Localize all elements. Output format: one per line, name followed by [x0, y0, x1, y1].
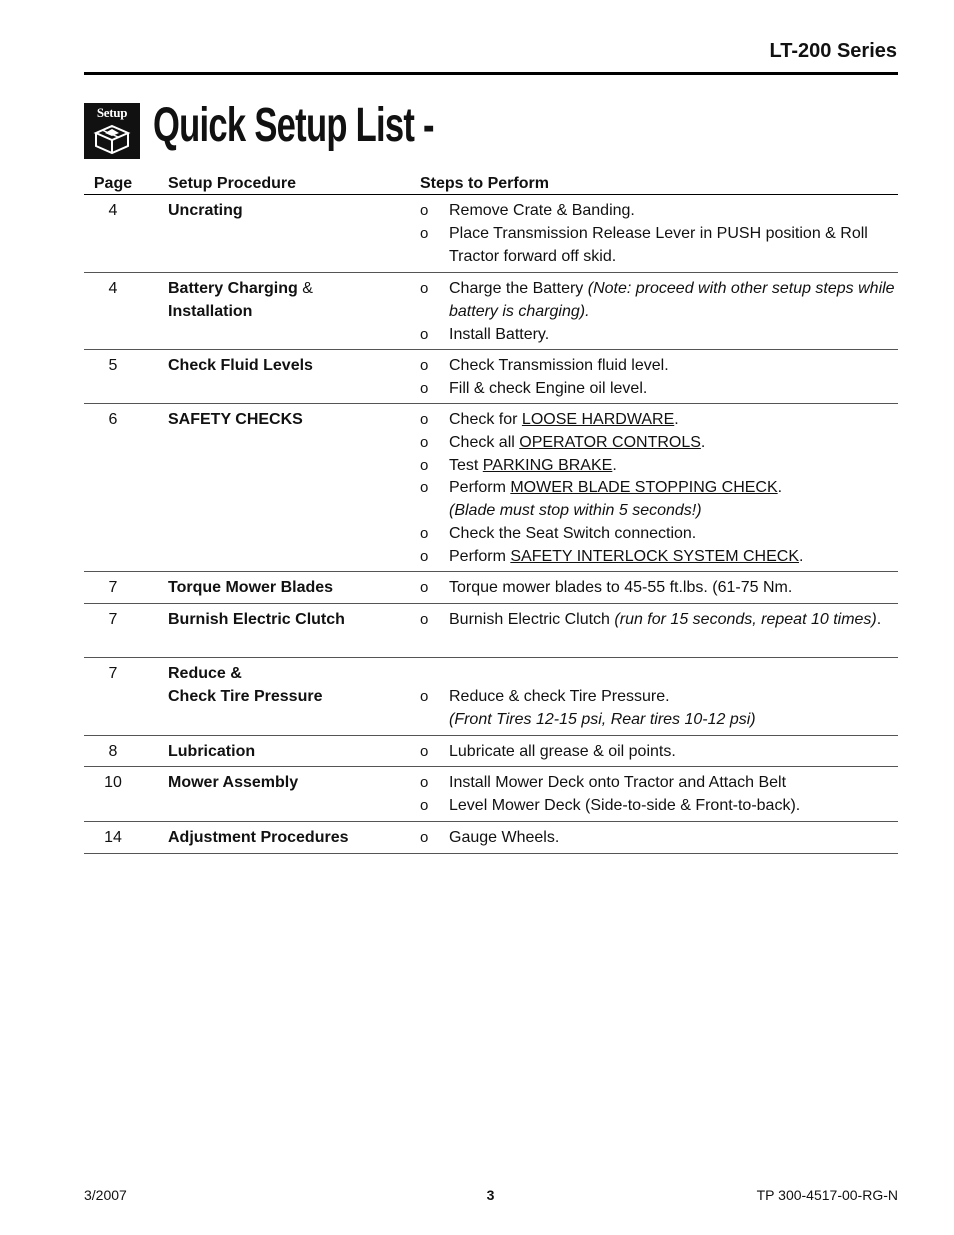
- procedure-amp: &: [297, 280, 313, 297]
- step-text: Place Transmission Release Lever in PUSH position & Roll Tractor forward off skid.: [449, 224, 868, 265]
- list-item: [420, 455, 898, 478]
- steps-list: [420, 200, 898, 268]
- setup-logo: [84, 103, 140, 159]
- list-item: [420, 577, 898, 600]
- box-icon: [92, 122, 132, 156]
- row-divider: [84, 272, 898, 273]
- step-text: Test: [449, 456, 483, 474]
- bullet-icon: o: [420, 743, 429, 760]
- footer-date: 3/2007: [84, 1187, 127, 1203]
- bullet-icon: o: [420, 280, 429, 297]
- steps-list: [420, 609, 898, 632]
- step-text: Install Battery.: [449, 325, 550, 343]
- row-divider: [84, 735, 898, 736]
- bullet-icon: o: [420, 774, 429, 791]
- header-row-rule: [84, 194, 898, 195]
- steps-list: [420, 772, 898, 818]
- step-link: PARKING BRAKE: [482, 456, 613, 474]
- step-text: Check the Seat Switch connection.: [449, 524, 697, 542]
- step-text: Remove Crate & Banding.: [449, 202, 635, 219]
- column-header-page: Page: [93, 175, 133, 192]
- page-ref: 4: [108, 280, 118, 297]
- bullet-icon: o: [420, 325, 429, 343]
- step-text-post: .: [777, 479, 783, 497]
- procedure-name: Adjustment Procedures: [168, 829, 349, 846]
- steps-list: [420, 577, 898, 600]
- row-divider: [84, 657, 898, 658]
- step-text: Install Mower Deck onto Tractor and Attach Belt: [449, 774, 787, 791]
- row-divider: [84, 821, 898, 822]
- header-rule: [84, 72, 898, 75]
- step-text-post: .: [700, 433, 706, 451]
- bullet-icon: o: [420, 579, 429, 596]
- page-title: Quick Setup List -: [153, 99, 434, 152]
- step-text: Fill & check Engine oil level.: [449, 379, 648, 397]
- page-ref: 14: [104, 829, 122, 846]
- step-note: (run for 15 seconds, repeat 10 times): [614, 611, 877, 628]
- steps-list: [420, 409, 898, 569]
- procedure-bold: Battery Charging: [168, 280, 298, 297]
- footer-doc-id: TP 300-4517-00-RG-N: [756, 1187, 898, 1203]
- row-divider: [84, 403, 898, 404]
- step-link: LOOSE HARDWARE: [521, 411, 675, 428]
- list-item: [420, 278, 898, 324]
- step-text: Lubricate all grease & oil points.: [449, 743, 676, 760]
- list-item: [420, 409, 898, 432]
- page-ref: 7: [108, 579, 118, 596]
- page-ref: 7: [108, 611, 118, 628]
- step-link: OPERATOR CONTROLS: [519, 433, 701, 451]
- steps-list: [420, 686, 898, 732]
- procedure-name: Mower Assembly: [168, 774, 299, 791]
- bullet-icon: o: [420, 224, 429, 242]
- list-item: [420, 772, 898, 795]
- page-ref: 6: [108, 411, 118, 428]
- row-divider: [84, 603, 898, 604]
- step-text: Gauge Wheels.: [449, 829, 560, 846]
- list-item: [420, 741, 898, 764]
- setup-logo-text: Setup: [96, 105, 128, 120]
- list-item: [420, 546, 898, 569]
- bullet-icon: o: [420, 796, 429, 814]
- list-item: [420, 523, 898, 546]
- steps-list: [420, 827, 898, 850]
- step-text: Reduce & check Tire Pressure.: [449, 688, 670, 705]
- bullet-icon: o: [420, 479, 429, 497]
- steps-list: [420, 741, 898, 764]
- list-item: [420, 477, 898, 523]
- footer-page-number: 3: [486, 1187, 495, 1203]
- step-text-post: .: [674, 411, 679, 428]
- list-item: [420, 324, 898, 347]
- bullet-icon: o: [420, 433, 429, 451]
- page-ref: 7: [108, 665, 118, 682]
- list-item: [420, 378, 898, 401]
- series-title: LT-200 Series: [769, 40, 897, 62]
- steps-list: [420, 278, 898, 346]
- bullet-icon: o: [420, 524, 429, 542]
- page-ref: 10: [104, 774, 122, 791]
- bullet-icon: o: [420, 379, 429, 397]
- procedure-name: Uncrating: [168, 202, 243, 219]
- step-text: Torque mower blades to 45-55 ft.lbs. (61-75 Nm.: [449, 579, 793, 596]
- step-text: Perform: [449, 479, 511, 497]
- list-item: [420, 795, 898, 818]
- procedure-name: Torque Mower Blades: [168, 579, 334, 596]
- steps-list: [420, 355, 898, 401]
- bullet-icon: o: [420, 202, 429, 219]
- step-text-post: .: [612, 456, 617, 474]
- bullet-icon: o: [420, 547, 429, 565]
- procedure-name: Burnish Electric Clutch: [168, 611, 345, 628]
- procedure-name: Check Fluid Levels: [168, 357, 313, 374]
- procedure-line1: Reduce &: [168, 665, 242, 682]
- procedure-name: SAFETY CHECKS: [168, 411, 303, 428]
- procedure-line2: Check Tire Pressure: [168, 687, 323, 705]
- page-ref: 8: [108, 743, 118, 760]
- step-text-post: .: [799, 547, 804, 565]
- procedure-name: Lubrication: [168, 743, 256, 760]
- bullet-icon: o: [420, 357, 429, 374]
- step-note: (Front Tires 12-15 psi, Rear tires 10-12 psi): [449, 710, 756, 728]
- step-note: (Blade must stop within 5 seconds!): [449, 502, 702, 520]
- step-text: Check Transmission fluid level.: [449, 357, 669, 374]
- step-text: Perform: [449, 547, 511, 565]
- list-item: [420, 827, 898, 850]
- row-divider: [84, 349, 898, 350]
- step-text: Burnish Electric Clutch: [449, 611, 610, 628]
- step-text: Charge the Battery: [449, 280, 584, 297]
- row-divider: [84, 766, 898, 767]
- list-item: [420, 686, 898, 732]
- step-text: Check all: [449, 433, 520, 451]
- step-text: Level Mower Deck (Side-to-side & Front-to-back).: [449, 796, 801, 814]
- bullet-icon: o: [420, 456, 429, 474]
- list-item: [420, 355, 898, 378]
- bullet-icon: o: [420, 411, 429, 428]
- list-item: [420, 609, 898, 632]
- step-text-post: .: [876, 611, 882, 628]
- column-header-procedure: Setup Procedure: [168, 175, 297, 192]
- procedure-line2: Installation: [168, 302, 253, 320]
- step-link: SAFETY INTERLOCK SYSTEM CHECK: [510, 547, 799, 565]
- step-text: Check for: [449, 411, 522, 428]
- page-ref: 5: [108, 357, 118, 374]
- bullet-icon: o: [420, 611, 429, 628]
- page-ref: 4: [108, 202, 118, 219]
- procedure-name: [168, 663, 418, 709]
- row-divider: [84, 853, 898, 854]
- bullet-icon: o: [420, 688, 429, 705]
- list-item: [420, 432, 898, 455]
- procedure-name: [168, 278, 418, 324]
- bullet-icon: o: [420, 829, 429, 846]
- list-item: [420, 200, 898, 223]
- list-item: [420, 223, 898, 269]
- row-divider: [84, 571, 898, 572]
- column-header-steps: Steps to Perform: [420, 175, 549, 192]
- step-note: (Note: proceed with other setup steps while battery is charging).: [449, 280, 895, 320]
- step-link: MOWER BLADE STOPPING CHECK: [510, 479, 778, 497]
